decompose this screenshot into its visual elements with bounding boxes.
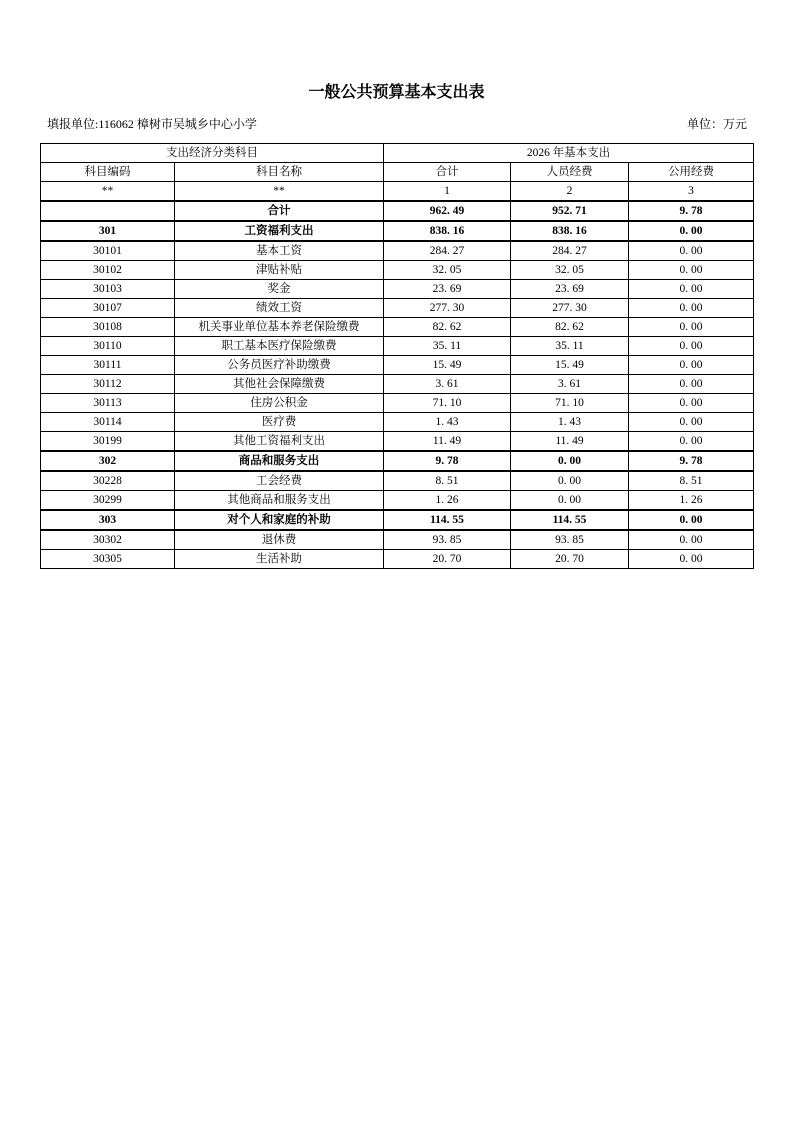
- cell-total: 962. 49: [384, 201, 511, 221]
- cell-subject-name: 医疗费: [175, 413, 384, 432]
- table-row: [41, 471, 754, 491]
- index-cell: **: [41, 182, 175, 202]
- cell-public-expense: 0. 00: [629, 337, 754, 356]
- index-cell: 3: [629, 182, 754, 202]
- cell-subject-code: 30107: [41, 299, 175, 318]
- cell-total: 284. 27: [384, 241, 511, 261]
- cell-personnel-expense: 0. 00: [511, 451, 629, 471]
- table-row: [41, 491, 754, 511]
- cell-total: 838. 16: [384, 221, 511, 241]
- cell-subject-code: [41, 201, 175, 221]
- unit-note-label: 单位：万元: [686, 117, 747, 131]
- column-header-total: 合计: [384, 163, 511, 182]
- cell-public-expense: 0. 00: [629, 241, 754, 261]
- cell-subject-name: 机关事业单位基本养老保险缴费: [175, 318, 384, 337]
- cell-personnel-expense: 15. 49: [511, 356, 629, 375]
- cell-total: 20. 70: [384, 550, 511, 569]
- table-row: [41, 413, 754, 432]
- cell-personnel-expense: 952. 71: [511, 201, 629, 221]
- cell-subject-name: 其他商品和服务支出: [175, 491, 384, 511]
- column-header-public: 公用经费: [629, 163, 754, 182]
- index-cell: 2: [511, 182, 629, 202]
- cell-personnel-expense: 35. 11: [511, 337, 629, 356]
- cell-subject-code: 30102: [41, 261, 175, 280]
- cell-subject-name: 生活补助: [175, 550, 384, 569]
- cell-public-expense: 9. 78: [629, 451, 754, 471]
- table-row: [41, 451, 754, 471]
- cell-subject-name: 商品和服务支出: [175, 451, 384, 471]
- cell-subject-name: 工会经费: [175, 471, 384, 491]
- cell-public-expense: 0. 00: [629, 432, 754, 452]
- cell-personnel-expense: 838. 16: [511, 221, 629, 241]
- cell-public-expense: 0. 00: [629, 375, 754, 394]
- cell-subject-code: 30113: [41, 394, 175, 413]
- table-row: [41, 201, 754, 221]
- table-row: [41, 299, 754, 318]
- cell-public-expense: 0. 00: [629, 530, 754, 550]
- cell-subject-code: 30114: [41, 413, 175, 432]
- cell-subject-code: 30199: [41, 432, 175, 452]
- cell-personnel-expense: 82. 62: [511, 318, 629, 337]
- cell-subject-name: 奖金: [175, 280, 384, 299]
- table-row: [41, 221, 754, 241]
- cell-subject-code: 302: [41, 451, 175, 471]
- cell-subject-name: 工资福利支出: [175, 221, 384, 241]
- cell-subject-name: 绩效工资: [175, 299, 384, 318]
- cell-personnel-expense: 0. 00: [511, 491, 629, 511]
- cell-total: 1. 43: [384, 413, 511, 432]
- cell-subject-code: 30103: [41, 280, 175, 299]
- cell-subject-code: 30110: [41, 337, 175, 356]
- cell-public-expense: 0. 00: [629, 280, 754, 299]
- table-row: [41, 241, 754, 261]
- column-header-personnel: 人员经费: [511, 163, 629, 182]
- meta-row: [47, 115, 747, 132]
- cell-personnel-expense: 93. 85: [511, 530, 629, 550]
- column-header-code: 科目编码: [41, 163, 175, 182]
- cell-total: 11. 49: [384, 432, 511, 452]
- cell-subject-code: 303: [41, 510, 175, 530]
- cell-public-expense: 0. 00: [629, 550, 754, 569]
- cell-subject-name: 合计: [175, 201, 384, 221]
- cell-total: 114. 55: [384, 510, 511, 530]
- cell-public-expense: 0. 00: [629, 394, 754, 413]
- cell-personnel-expense: 23. 69: [511, 280, 629, 299]
- cell-subject-code: 301: [41, 221, 175, 241]
- cell-total: 9. 78: [384, 451, 511, 471]
- cell-public-expense: 0. 00: [629, 318, 754, 337]
- cell-subject-code: 30112: [41, 375, 175, 394]
- cell-subject-name: 其他工资福利支出: [175, 432, 384, 452]
- cell-public-expense: 9. 78: [629, 201, 754, 221]
- table-row: [41, 261, 754, 280]
- cell-public-expense: 0. 00: [629, 221, 754, 241]
- cell-total: 15. 49: [384, 356, 511, 375]
- cell-total: 8. 51: [384, 471, 511, 491]
- cell-total: 71. 10: [384, 394, 511, 413]
- reporting-unit-label: 填报单位:116062 樟树市吴城乡中心小学: [47, 117, 257, 131]
- cell-subject-code: 30299: [41, 491, 175, 511]
- cell-public-expense: 0. 00: [629, 356, 754, 375]
- cell-personnel-expense: 284. 27: [511, 241, 629, 261]
- cell-personnel-expense: 3. 61: [511, 375, 629, 394]
- cell-subject-name: 对个人和家庭的补助: [175, 510, 384, 530]
- cell-personnel-expense: 11. 49: [511, 432, 629, 452]
- cell-personnel-expense: 20. 70: [511, 550, 629, 569]
- table-row: [41, 356, 754, 375]
- table-row: [41, 510, 754, 530]
- cell-total: 82. 62: [384, 318, 511, 337]
- cell-total: 32. 05: [384, 261, 511, 280]
- cell-subject-code: 30101: [41, 241, 175, 261]
- index-cell: **: [175, 182, 384, 202]
- group-header-basic-expenditure: 2026 年基本支出: [384, 144, 754, 163]
- table-row: [41, 394, 754, 413]
- cell-subject-code: 30228: [41, 471, 175, 491]
- group-header-classification: 支出经济分类科目: [41, 144, 384, 163]
- column-header-name: 科目名称: [175, 163, 384, 182]
- table-row: [41, 432, 754, 452]
- cell-public-expense: 8. 51: [629, 471, 754, 491]
- index-cell: 1: [384, 182, 511, 202]
- table-row: [41, 318, 754, 337]
- cell-personnel-expense: 0. 00: [511, 471, 629, 491]
- cell-subject-name: 公务员医疗补助缴费: [175, 356, 384, 375]
- cell-total: 3. 61: [384, 375, 511, 394]
- cell-subject-name: 其他社会保障缴费: [175, 375, 384, 394]
- cell-personnel-expense: 277. 30: [511, 299, 629, 318]
- index-row: [41, 182, 754, 202]
- cell-subject-code: 30305: [41, 550, 175, 569]
- cell-public-expense: 0. 00: [629, 413, 754, 432]
- cell-personnel-expense: 32. 05: [511, 261, 629, 280]
- cell-personnel-expense: 114. 55: [511, 510, 629, 530]
- cell-subject-name: 退休费: [175, 530, 384, 550]
- cell-personnel-expense: 1. 43: [511, 413, 629, 432]
- cell-public-expense: 0. 00: [629, 299, 754, 318]
- cell-subject-name: 住房公积金: [175, 394, 384, 413]
- cell-total: 35. 11: [384, 337, 511, 356]
- cell-total: 277. 30: [384, 299, 511, 318]
- table-row: [41, 280, 754, 299]
- cell-subject-name: 津贴补贴: [175, 261, 384, 280]
- column-header-row: [41, 163, 754, 182]
- cell-public-expense: 1. 26: [629, 491, 754, 511]
- table-row: [41, 337, 754, 356]
- cell-subject-code: 30111: [41, 356, 175, 375]
- cell-public-expense: 0. 00: [629, 510, 754, 530]
- group-header-row: [41, 144, 754, 163]
- cell-subject-name: 职工基本医疗保险缴费: [175, 337, 384, 356]
- page-title: 一般公共预算基本支出表: [308, 84, 485, 101]
- table-row: [41, 530, 754, 550]
- cell-total: 93. 85: [384, 530, 511, 550]
- cell-personnel-expense: 71. 10: [511, 394, 629, 413]
- table-row: [41, 375, 754, 394]
- cell-subject-name: 基本工资: [175, 241, 384, 261]
- cell-subject-code: 30302: [41, 530, 175, 550]
- table-row: [41, 550, 754, 569]
- cell-total: 23. 69: [384, 280, 511, 299]
- table-body: [41, 201, 754, 569]
- cell-subject-code: 30108: [41, 318, 175, 337]
- budget-table: [40, 143, 754, 569]
- cell-total: 1. 26: [384, 491, 511, 511]
- cell-public-expense: 0. 00: [629, 261, 754, 280]
